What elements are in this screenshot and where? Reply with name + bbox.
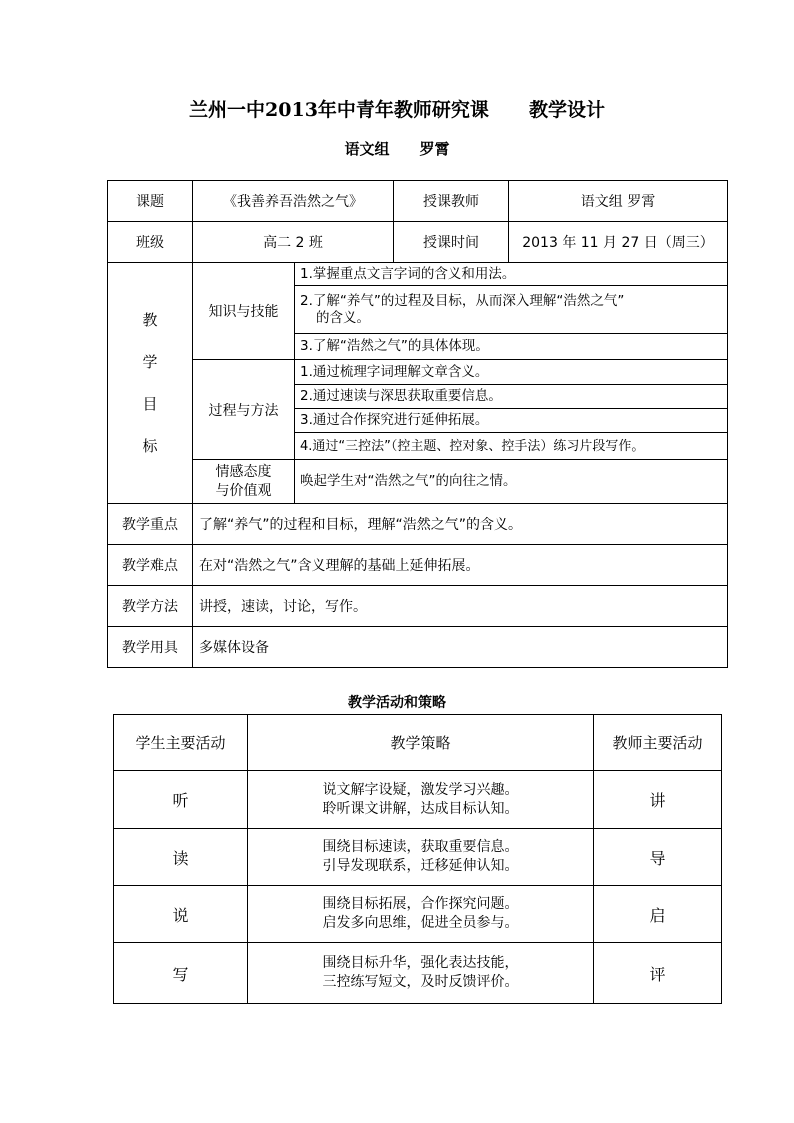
strategy-line: 说文解字设疑，激发学习兴趣。 [322, 781, 519, 798]
col-student-activity: 学生主要活动 [114, 715, 248, 771]
strategy-cell [248, 943, 594, 1004]
strategy-line: 聆听课文讲解，达成目标认知。 [322, 800, 519, 817]
student-activity: 听 [114, 771, 248, 829]
activity-section-title: 教学活动和策略 [348, 695, 446, 711]
class-value: 高二 2 班 [193, 222, 394, 263]
title-tail: 教学设计 [528, 99, 605, 121]
strategy-cell [248, 886, 594, 943]
strategy-cell [248, 771, 594, 829]
col-teacher-activity: 教师主要活动 [594, 715, 722, 771]
teacher-activity: 评 [594, 943, 722, 1004]
process-item-4: 4.通过“三控法”（控主题、控对象、控手法）练习片段写作。 [295, 433, 728, 460]
lesson-info-table [107, 180, 728, 668]
goals-char-2: 学 [142, 353, 158, 371]
key-points-label: 教学重点 [108, 504, 193, 545]
knowledge-item-2-line-1: 2.了解“养气”的过程及目标，从而深入理解“浩然之气” [300, 292, 625, 309]
strategy-line: 启发多向思维，促进全员参与。 [322, 915, 519, 931]
knowledge-item-2-line-2: 的含义。 [316, 309, 370, 326]
process-label: 过程与方法 [193, 360, 295, 460]
strategy-line: 围绕目标速读，获取重要信息。 [322, 839, 519, 855]
student-activity: 写 [114, 943, 248, 1004]
goals-char-1: 教 [142, 311, 158, 329]
student-activity: 说 [114, 886, 248, 943]
tools-label: 教学用具 [108, 627, 193, 668]
method-label: 教学方法 [108, 586, 193, 627]
knowledge-item-1: 1.掌握重点文言字词的含义和用法。 [295, 263, 728, 286]
col-strategy: 教学策略 [248, 715, 594, 771]
student-activity: 读 [114, 829, 248, 886]
emotion-value: 唤起学生对“浩然之气”的向往之情。 [295, 460, 728, 504]
group-name: 语文组 [344, 140, 390, 158]
teaching-goals-label [108, 263, 193, 504]
difficulty-value: 在对“浩然之气”含义理解的基础上延伸拓展。 [193, 545, 728, 586]
difficulty-label: 教学难点 [108, 545, 193, 586]
process-item-3: 3.通过合作探究进行延伸拓展。 [295, 409, 728, 433]
time-label: 授课时间 [394, 222, 509, 263]
knowledge-item-3: 3.了解“浩然之气”的具体体现。 [295, 334, 728, 360]
teacher-label: 授课教师 [394, 181, 509, 222]
teacher-value: 语文组 罗霄 [509, 181, 728, 222]
topic-label: 课题 [108, 181, 193, 222]
goals-char-3: 目 [142, 395, 158, 413]
table-row [114, 829, 722, 886]
goals-char-4: 标 [142, 437, 158, 455]
teacher-activity: 导 [594, 829, 722, 886]
emotion-label-line-1: 情感态度 [215, 463, 272, 480]
knowledge-item-2 [295, 286, 728, 334]
strategy-line: 围绕目标升华，强化表达技能， [322, 955, 519, 971]
table-row [114, 886, 722, 943]
emotion-label [193, 460, 295, 504]
activity-strategy-table [113, 714, 722, 1004]
title-main: 兰州一中2013年中青年教师研究课 [189, 99, 489, 121]
strategy-line: 引导发现联系，迁移延伸认知。 [322, 858, 519, 874]
tools-value: 多媒体设备 [193, 627, 728, 668]
strategy-line: 围绕目标拓展，合作探究问题。 [322, 896, 519, 912]
table-row [114, 771, 722, 829]
strategy-line: 三控练写短文，及时反馈评价。 [322, 974, 519, 990]
topic-value: 《我善养吾浩然之气》 [193, 181, 394, 222]
author-name: 罗霄 [419, 140, 450, 158]
emotion-label-line-2: 与价值观 [215, 482, 272, 499]
knowledge-label: 知识与技能 [193, 263, 295, 360]
process-item-1: 1.通过梳理字词理解文章含义。 [295, 360, 728, 385]
page-title [0, 95, 794, 122]
key-points-value: 了解“养气”的过程和目标，理解“浩然之气”的含义。 [193, 504, 728, 545]
teacher-activity: 启 [594, 886, 722, 943]
page-subtitle [0, 138, 794, 159]
table-row [114, 943, 722, 1004]
strategy-cell [248, 829, 594, 886]
process-item-2: 2.通过速读与深思获取重要信息。 [295, 385, 728, 409]
time-value: 2013 年 11 月 27 日（周三） [509, 222, 728, 263]
method-value: 讲授，速读，讨论，写作。 [193, 586, 728, 627]
teacher-activity: 讲 [594, 771, 722, 829]
class-label: 班级 [108, 222, 193, 263]
